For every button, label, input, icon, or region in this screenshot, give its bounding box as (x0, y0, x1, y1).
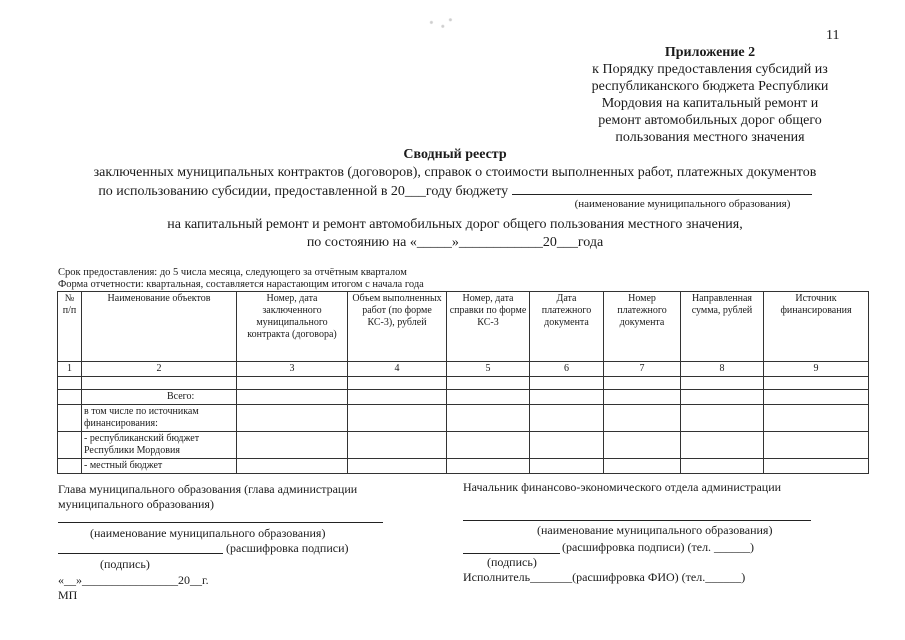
right-name-line (463, 520, 811, 521)
row-label: в том числе по источникам финансирования: (82, 405, 237, 432)
table-row (58, 377, 869, 390)
appendix-block (560, 44, 860, 146)
column-number: 9 (764, 362, 869, 377)
column-number: 3 (237, 362, 348, 377)
left-decode-caption: (расшифровка подписи) (226, 541, 349, 555)
appendix-line: к Порядку предоставления субсидий из (592, 62, 828, 77)
municipality-caption: (наименование муниципального образования) (574, 198, 791, 210)
appendix-title: Приложение 2 (664, 45, 756, 60)
column-number: 2 (82, 362, 237, 377)
row-label: - местный бюджет (82, 459, 237, 474)
table-row (58, 432, 869, 459)
table-header-cell: Дата платежного документа (530, 292, 604, 362)
appendix-line: Мордовия на капитальный ремонт и (601, 96, 819, 111)
registry-table (57, 291, 869, 474)
left-signature-title-1: Глава муниципального образования (глава администрации (58, 482, 358, 496)
column-number: 6 (530, 362, 604, 377)
heading-line-1: заключенных муниципальных контрактов (договоров), справок о стоимости выполненных работ, платежных документов (93, 165, 817, 180)
appendix-line: ремонт автомобильных дорог общего (598, 113, 822, 128)
column-number: 4 (348, 362, 447, 377)
table-header-cell: Наименование объектов (82, 292, 237, 362)
right-decode-caption: (расшифровка подписи) (тел. ______) (562, 540, 755, 554)
budget-name-blank (512, 182, 812, 195)
right-sign-line (463, 553, 560, 554)
table-row-total (58, 390, 869, 405)
heading-line-4: по состоянию на «_____»____________20___года (306, 235, 604, 250)
executor-line: Исполнитель_______(расшифровка ФИО) (тел.______) (463, 570, 746, 584)
table-header-cell: № п/п (58, 292, 82, 362)
row-label: Всего: (82, 390, 237, 405)
table-row (58, 459, 869, 474)
form-text: Форма отчетности: квартальная, составляется нарастающим итогом с начала года (58, 279, 424, 290)
left-sign-line (58, 553, 223, 554)
heading-line-2-text: по использованию субсидии, предоставленной в 20___году бюджету (98, 184, 509, 199)
column-number: 8 (681, 362, 764, 377)
table-row (58, 405, 869, 432)
table-header-cell: Номер платежного документа (604, 292, 681, 362)
table-header-cell: Номер, дата заключенного муниципального контракта (договора) (237, 292, 348, 362)
left-name-caption: (наименование муниципального образования) (90, 526, 326, 540)
table-number-row (58, 362, 869, 377)
page-number: 11 (826, 28, 840, 43)
table-header-cell: Номер, дата справки по форме КС-3 (447, 292, 530, 362)
stamp-place: МП (58, 588, 78, 602)
right-name-caption: (наименование муниципального образования) (537, 523, 773, 537)
left-sign-caption: (подпись) (100, 557, 150, 571)
column-number: 1 (58, 362, 82, 377)
table-header-cell: Источник финансирования (764, 292, 869, 362)
row-label (82, 377, 237, 390)
right-signature-title: Начальник финансово-экономического отдела администрации (463, 480, 782, 494)
right-sign-caption: (подпись) (487, 555, 537, 569)
table-header-row (58, 292, 869, 362)
column-number: 5 (447, 362, 530, 377)
appendix-line: республиканского бюджета Республики (591, 79, 829, 94)
heading-line-3: на капитальный ремонт и ремонт автомобильных дорог общего пользования местного значения, (167, 217, 743, 232)
table-header-cell: Объем выполненных работ (по форме КС-3), рублей (348, 292, 447, 362)
column-number: 7 (604, 362, 681, 377)
left-date: «__»________________20__г. (58, 573, 209, 587)
deadline-text: Срок предоставления: до 5 числа месяца, следующего за отчётным кварталом (58, 267, 407, 278)
table-header-cell: Направленная сумма, рублей (681, 292, 764, 362)
document-title: Сводный реестр (403, 147, 507, 162)
left-signature-title-2: муниципального образования) (58, 497, 214, 511)
row-label: - республиканский бюджет Республики Мордовия (82, 432, 237, 459)
appendix-line: пользования местного значения (615, 130, 805, 145)
scan-noise (420, 12, 458, 38)
left-name-line (58, 522, 383, 523)
